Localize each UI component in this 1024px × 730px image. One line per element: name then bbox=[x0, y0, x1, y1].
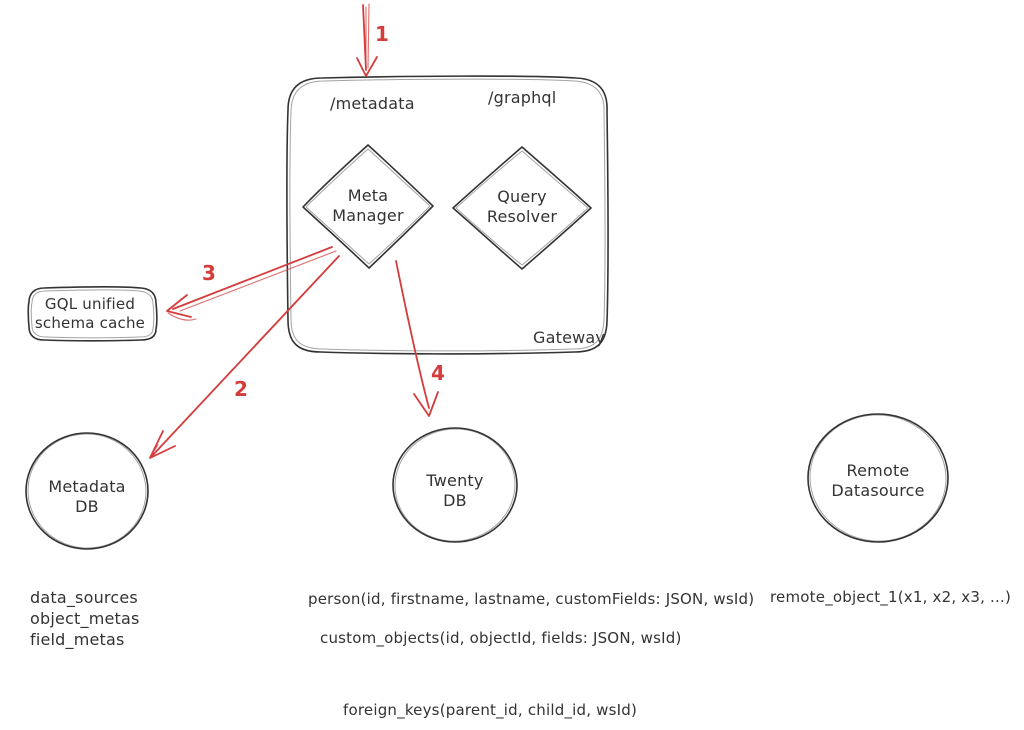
schema-cache-label bbox=[20, 295, 160, 333]
twenty-db-table-foreign-keys: foreign_keys(parent_id, child_id, wsId) bbox=[343, 701, 638, 719]
remote-datasource-line2: Datasource bbox=[831, 481, 925, 500]
arrow-4-label: 4 bbox=[431, 361, 446, 385]
query-resolver-line2: Resolver bbox=[486, 207, 558, 226]
twenty-db-label bbox=[375, 471, 535, 511]
remote-datasource-label bbox=[798, 461, 958, 501]
arrow-3-label: 3 bbox=[202, 261, 217, 285]
arrow-2-label: 2 bbox=[234, 377, 249, 401]
query-resolver-line1: Query bbox=[497, 187, 547, 206]
metadata-db-tables bbox=[30, 587, 140, 650]
twenty-db-line1: Twenty bbox=[426, 471, 484, 490]
remote-datasource-line1: Remote bbox=[846, 461, 910, 480]
twenty-db-line2: DB bbox=[443, 491, 467, 510]
metadata-db-line1: Metadata bbox=[48, 477, 126, 496]
query-resolver-label bbox=[442, 187, 602, 227]
twenty-db-table-custom-objects: custom_objects(id, objectId, fields: JSON, wsId) bbox=[320, 629, 682, 647]
metadata-db-label bbox=[7, 477, 167, 517]
metadata-db-line2: DB bbox=[75, 497, 99, 516]
meta-manager-line2: Manager bbox=[332, 206, 404, 225]
route-graphql-label: /graphql bbox=[488, 88, 557, 107]
metadata-db-table-3: field_metas bbox=[30, 630, 125, 649]
route-metadata-label: /metadata bbox=[330, 94, 415, 113]
gateway-label: Gateway bbox=[533, 328, 606, 347]
schema-cache-line1: GQL unified bbox=[44, 295, 136, 313]
remote-datasource-table: remote_object_1(x1, x2, x3, ...) bbox=[770, 588, 1012, 606]
meta-manager-line1: Meta bbox=[347, 186, 389, 205]
metadata-db-table-2: object_metas bbox=[30, 609, 140, 628]
flow-arrow-1 bbox=[357, 4, 377, 76]
arrow-1-label: 1 bbox=[375, 22, 390, 46]
metadata-db-table-1: data_sources bbox=[30, 588, 138, 607]
meta-manager-label bbox=[288, 186, 448, 226]
schema-cache-line2: schema cache bbox=[34, 314, 146, 332]
twenty-db-table-person: person(id, firstname, lastname, customFields: JSON, wsId) bbox=[308, 590, 755, 608]
